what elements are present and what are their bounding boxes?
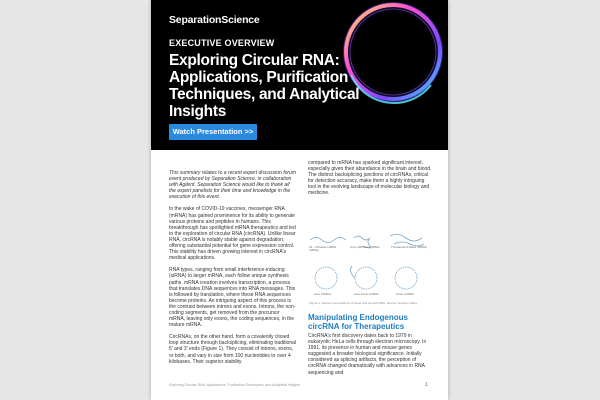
body-paragraph: compared to mRNA has sparked significant interest, especially given their abundance in the brain and blood. The distinct backsplicing junctions of circRNAs, critical for detection accuracy, make them a highly intriguing tool in the evolving landscape of molecular biology and medicine. bbox=[308, 160, 432, 197]
section-body bbox=[308, 333, 433, 382]
figure-label: exon-intron circRNA bbox=[354, 292, 380, 296]
page-number: 1 bbox=[425, 382, 428, 388]
figure-label: exon circRNA bbox=[314, 292, 332, 296]
section-heading: Manipulating Endogenous circRNA for Therapeutics bbox=[308, 313, 408, 331]
document-page bbox=[151, 0, 448, 400]
page-title: Exploring Circular RNA: Applications, Purification Techniques, and Analytical Insights bbox=[169, 52, 360, 120]
right-column bbox=[308, 160, 433, 203]
figure-label: Up to 100 bases (tRNA) bbox=[350, 245, 380, 249]
page-footer: Exploring Circular RNA: Applications, Purification Techniques, and Analytical Insights bbox=[169, 383, 301, 387]
body-paragraph: CircRNA's first discovery dates back to 1979 in eukaryotic HeLa cells through electron microscopy. In 1991, its presence in human and mouse genes suggested a broader biological significance. Initially considered as splicing artifacts, the perception of circRNA changed dramatically with advances in RNA sequencing and bbox=[308, 333, 427, 376]
intro-paragraph: This summary relates to a recent expert discussion forum event produced by Separation Science, in collaboration with Agilent. Separation Science would like to thank all the expert panelists for their time and knowledge in the execution of this event. bbox=[169, 170, 296, 201]
figure-label: intron circRNA bbox=[396, 292, 415, 296]
section-label: EXECUTIVE OVERVIEW bbox=[169, 38, 275, 48]
left-column bbox=[169, 170, 296, 371]
brand-logo: SeparationScience bbox=[169, 14, 260, 26]
figure-label: Thousands of bases (mRNA) bbox=[391, 245, 428, 249]
body-paragraph: RNA types, ranging from small interference-inducing (siRNA) to larger mRNA, each follow unique synthesis paths. mRNA creation involves transcription, a process that translates DNA sequences into RNA messages. This is followed by translation, where these RNA sequences become proteins. An intriguing aspect of this process is the contrast between introns and exons. Introns, the non-coding segments, get removed from the precursor mRNA, leaving only exons, the coding sequences, in the mature mRNA. bbox=[169, 267, 296, 329]
header-banner bbox=[151, 0, 448, 150]
figure-caption: Figure 1: Various compositions of linear and circular RNA. Source: Andrew Coffey. bbox=[309, 301, 418, 305]
body-paragraph: CircRNAs, on the other hand, form a covalently closed loop structure through backsplicing, eliminating traditional 5' and 3' ends (Figure 1). They consist of introns, exons, or both, and vary in size from 100 nucleotides to over 4 kilobases. Their superior stability bbox=[169, 334, 297, 365]
body-paragraph: In the wake of COVID-19 vaccines, messenger RNA (mRNA) has gained prominence for its ability to generate various proteins and peptides in humans. This breakthrough has spotlighted mRNA therapeutics and led to the exploration of circular RNA (circRNA). Unlike linear RNA, circRNA is notably stable against degradation, offering substantial potential for gene expression control. This stability has driven growing interest in circRNA's medical applications. bbox=[169, 206, 296, 262]
watch-presentation-button[interactable]: Watch Presentation >> bbox=[169, 124, 257, 140]
figure-label: 19 ~ 30 bases (siRNA, miRNA) bbox=[309, 245, 338, 253]
